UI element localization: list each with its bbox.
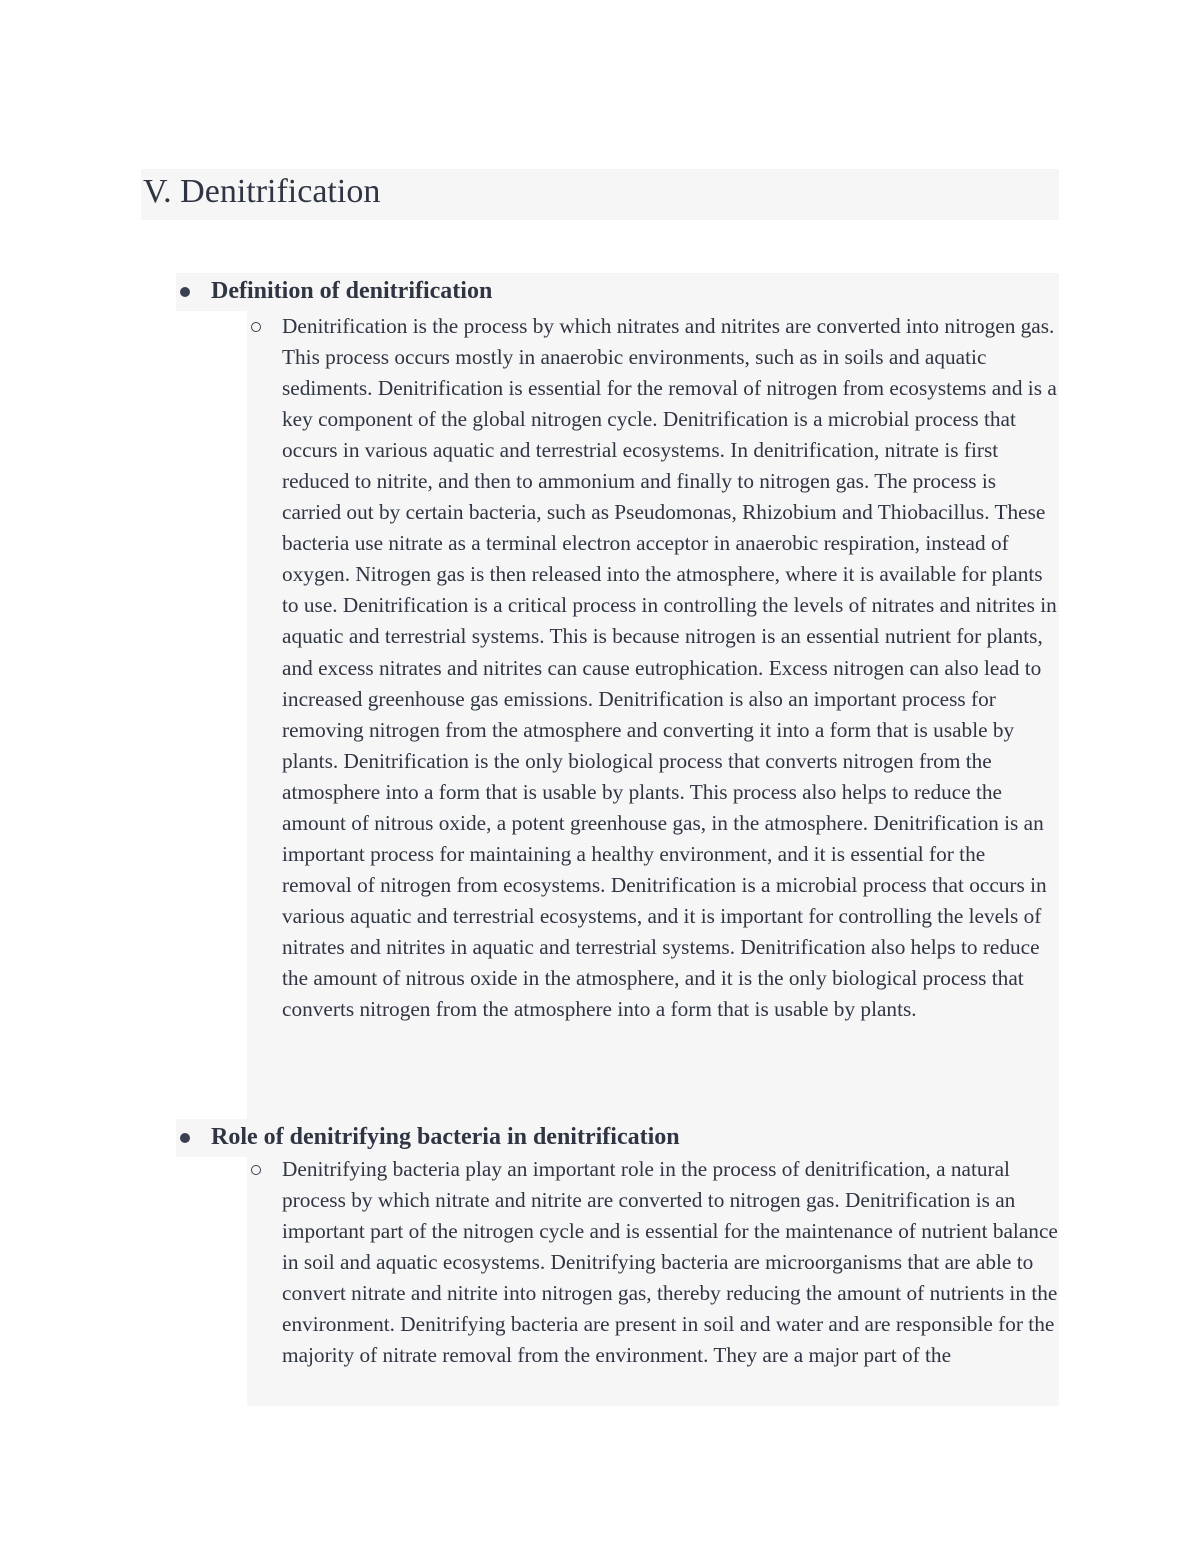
- bullet-item-role: [176, 1119, 1059, 1157]
- section-title: V. Denitrification: [143, 173, 381, 210]
- sub-bullet-definition: [247, 311, 1059, 1119]
- hollow-bullet-icon: [251, 322, 261, 332]
- bullet-heading: Role of denitrifying bacteria in denitrification: [211, 1124, 680, 1150]
- hollow-bullet-icon: [251, 1165, 261, 1175]
- paragraph-text: Denitrification is the process by which nitrates and nitrites are converted into nitrogen gas. This process occurs mostly in anaerobic environments, such as in soils and aquatic sediments. Denitrification is essential for the removal of nitrogen from ecosystems and is a key component of the global nitrogen cycle. Denitrification is a microbial process that occurs in various aquatic and terrestrial ecosystems. In denitrification, nitrate is first reduced to nitrite, and then to ammonium and finally to nitrogen gas. The process is carried out by certain bacteria, such as Pseudomonas, Rhizobium and Thiobacillus. These bacteria use nitrate as a terminal electron acceptor in anaerobic respiration, instead of oxygen. Nitrogen gas is then released into the atmosphere, where it is available for plants to use. Denitrification is a critical process in controlling the levels of nitrates and nitrites in aquatic and terrestrial systems. This is because nitrogen is an essential nutrient for plants, and excess nitrates and nitrites can cause eutrophication. Excess nitrogen can also lead to increased greenhouse gas emissions. Denitrification is also an important process for removing nitrogen from the atmosphere and converting it into a form that is usable by plants. Denitrification is the only biological process that converts nitrogen from the atmosphere into a form that is usable by plants. This process also helps to reduce the amount of nitrous oxide, a potent greenhouse gas, in the atmosphere. Denitrification is an important process for maintaining a healthy environment, and it is essential for the removal of nitrogen from ecosystems. Denitrification is a microbial process that occurs in various aquatic and terrestrial ecosystems, and it is important for controlling the levels of nitrates and nitrites in aquatic and terrestrial systems. Denitrification also helps to reduce the amount of nitrous oxide in the atmosphere, and it is the only biological process that converts nitrogen from the atmosphere into a form that is usable by plants.: [282, 314, 1057, 1022]
- paragraph-text: Denitrifying bacteria play an important role in the process of denitrification, a natural process by which nitrate and nitrite are converted to nitrogen gas. Denitrification is an important part of the nitrogen cycle and is essential for the maintenance of nutrient balance in soil and aquatic ecosystems. Denitrifying bacteria are microorganisms that are able to convert nitrate and nitrite into nitrogen gas, thereby reducing the amount of nutrients in the environment. Denitrifying bacteria are present in soil and water and are responsible for the majority of nitrate removal from the environment. They are a major part of the: [282, 1157, 1058, 1368]
- section-heading-block: [141, 169, 1059, 220]
- filled-bullet-icon: [180, 287, 190, 297]
- bullet-heading: Definition of denitrification: [211, 278, 493, 304]
- filled-bullet-icon: [180, 1133, 190, 1143]
- sub-bullet-role: [247, 1154, 1059, 1406]
- bullet-item-definition: [176, 273, 1059, 311]
